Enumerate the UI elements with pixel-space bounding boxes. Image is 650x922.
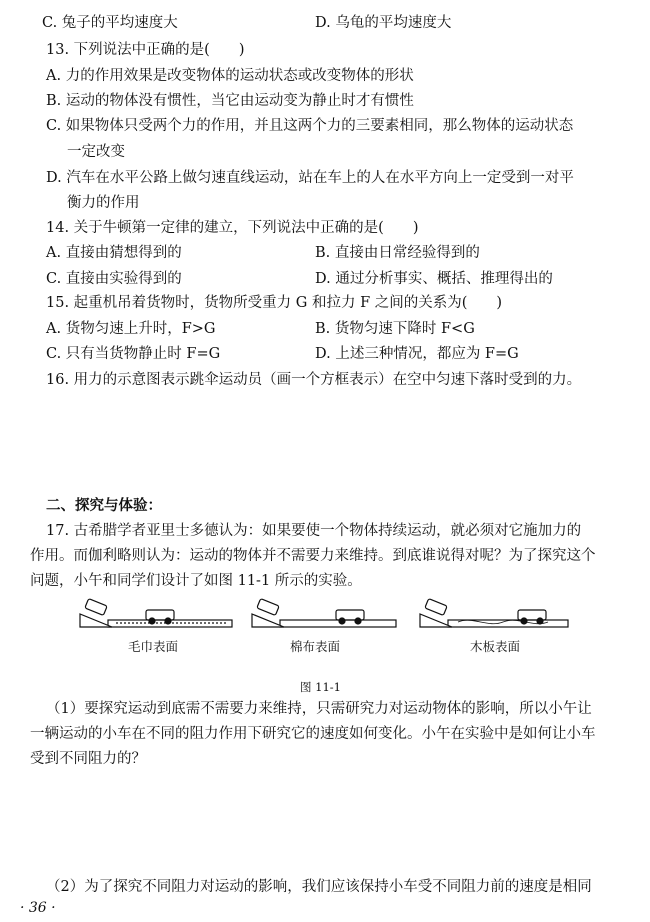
q15-option-c: C. 只有当货物静止时 F=G: [46, 346, 221, 362]
q13-option-d: D. 汽车在水平公路上做匀速直线运动，站在车上的人在水平方向上一定受到一对平: [46, 170, 574, 186]
q13-option-c: C. 如果物体只受两个力的作用，并且这两个力的三要素相同，那么物体的运动状态: [46, 118, 574, 134]
q17-sub1-line-3: 受到不同阻力的？: [30, 751, 146, 767]
towel-setup: [80, 599, 232, 627]
q15-option-d: D. 上述三种情况，都应为 F=G: [315, 346, 519, 362]
q15-stem: 15. 起重机吊着货物时，货物所受重力 G 和拉力 F 之间的关系为( ): [46, 295, 503, 311]
q17-line-3: 问题，小午和同学们设计了如图 11-1 所示的实验。: [30, 573, 362, 589]
caption-towel: 毛巾表面: [128, 639, 179, 654]
q14-option-a: A. 直接由猜想得到的: [46, 245, 182, 261]
q15-option-b: B. 货物匀速下降时 F<G: [315, 321, 475, 337]
q17-sub1-line-2: 一辆运动的小车在不同的阻力作用下研究它的速度如何变化。小午在实验中是如何让小车: [30, 726, 596, 742]
q12-option-c: C. 兔子的平均速度大: [42, 15, 178, 31]
q17-line-1: 17. 古希腊学者亚里士多德认为：如果要使一个物体持续运动，就必须对它施加力的: [46, 523, 582, 539]
cotton-setup: [252, 599, 396, 627]
q17-sub2-line-1: （2）为了探究不同阻力对运动的影响，我们应该保持小车受不同阻力前的速度是相同: [46, 879, 592, 895]
figure-title: 图 11-1: [300, 680, 341, 694]
q13-stem: 13. 下列说法中正确的是( ): [46, 42, 245, 58]
q13-option-b: B. 运动的物体没有惯性，当它由运动变为静止时才有惯性: [46, 93, 414, 109]
q14-option-c: C. 直接由实验得到的: [46, 271, 182, 287]
q13-option-d-cont: 衡力的作用: [67, 195, 140, 211]
q16-stem: 16. 用力的示意图表示跳伞运动员（画一个方框表示）在空中匀速下落时受到的力。: [46, 372, 582, 388]
caption-wood: 木板表面: [470, 639, 521, 654]
q17-sub1-line-1: （1）要探究运动到底需不需要力来维持，只需研究力对运动物体的影响，所以小午让: [46, 701, 592, 717]
q12-option-d: D. 乌龟的平均速度大: [315, 15, 452, 31]
q17-line-2: 作用。而伽利略则认为：运动的物体并不需要力来维持。到底谁说得对呢？为了探究这个: [30, 548, 596, 564]
page-number: · 36 ·: [20, 900, 56, 916]
caption-cotton: 棉布表面: [290, 639, 341, 654]
q13-option-a: A. 力的作用效果是改变物体的运动状态或改变物体的形状: [46, 68, 414, 84]
q14-option-d: D. 通过分析事实、概括、推理得出的: [315, 271, 553, 287]
section-heading: 二、探究与体验：: [46, 497, 162, 514]
wood-setup: [420, 599, 568, 627]
q13-option-c-cont: 一定改变: [67, 144, 125, 160]
q14-option-b: B. 直接由日常经验得到的: [315, 245, 480, 261]
q14-stem: 14. 关于牛顿第一定律的建立，下列说法中正确的是( ): [46, 220, 419, 236]
q15-option-a: A. 货物匀速上升时，F>G: [46, 321, 216, 337]
